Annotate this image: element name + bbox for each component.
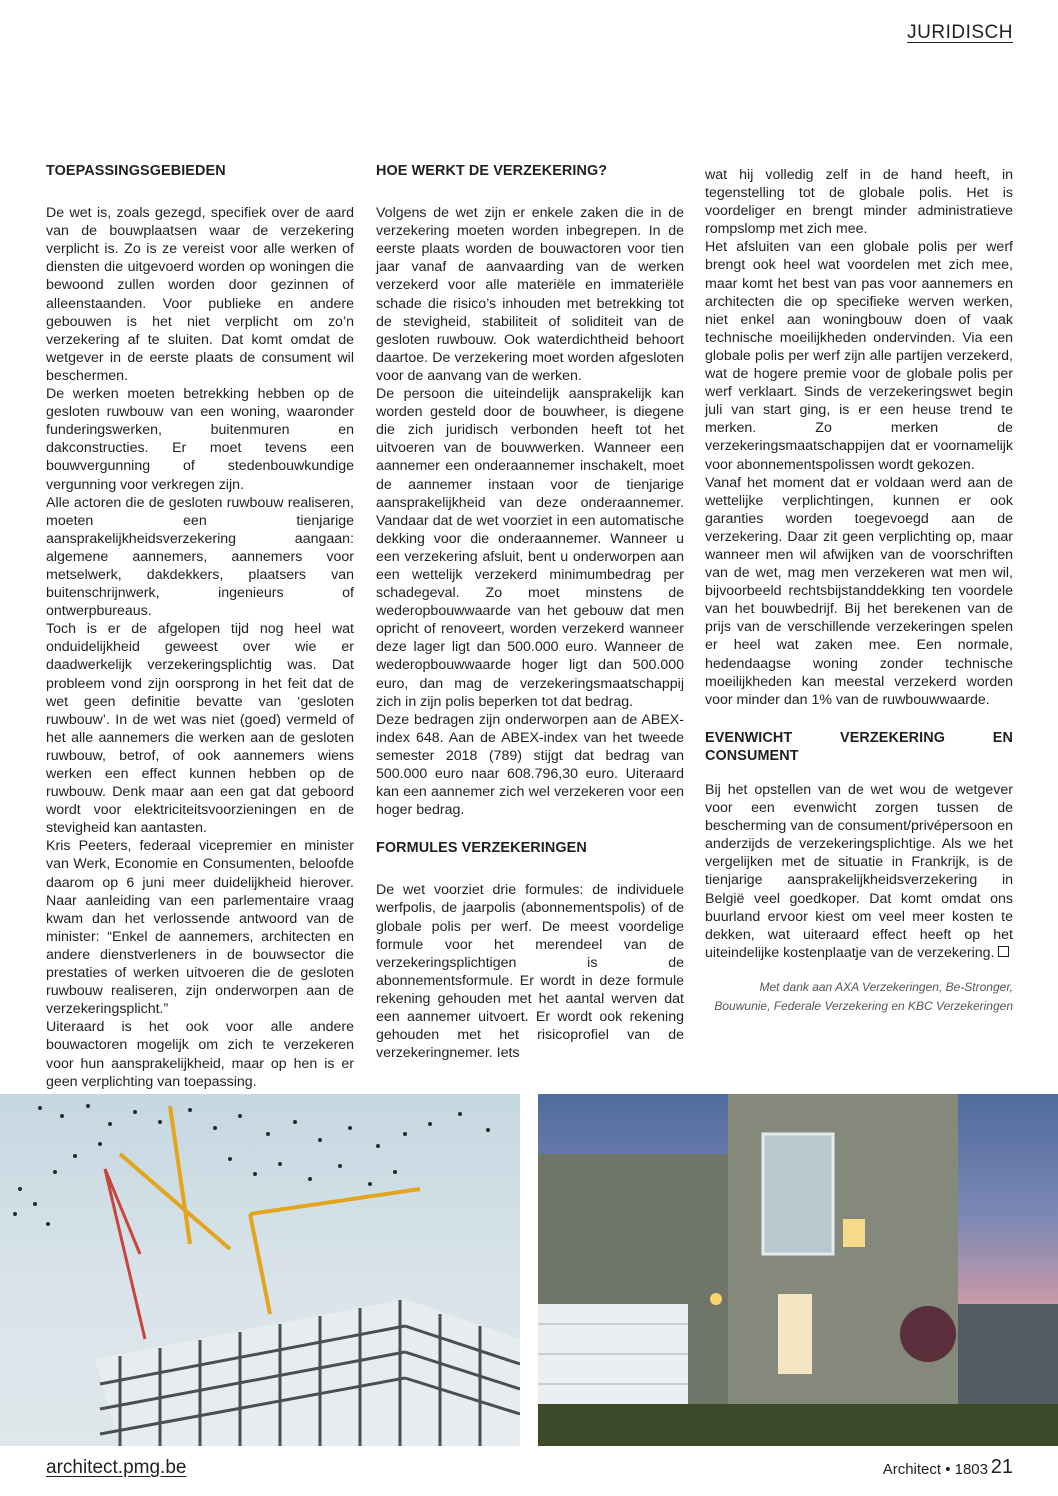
section-tag: JURIDISCH [907, 22, 1013, 43]
page-number: 21 [990, 1456, 1013, 1478]
paragraph: De wet voorziet drie formules: de individuele werfpolis, de jaarpolis (abonnementspolis) of de globale polis per werf. De meest voordelige formule voor het merendeel van de verzekeringsplichtigen is de abonnementsformule. Er wordt in deze formule rekening gehouden met het aantal werven dat een aannemer uitvoert. Er wordt ook rekening gehouden met het risicoprofiel van de verzekeringnemer. Iets [376, 882, 684, 1062]
section-heading: TOEPASSINGSGEBIEDEN [46, 163, 226, 179]
paragraph: wat hij volledig zelf in de hand heeft, in tegenstelling tot de globale polis. Het is voordeliger en brengt minder administratieve rompslomp met zich mee. [705, 167, 1013, 238]
article-column-3 [705, 166, 1013, 1016]
section-heading: FORMULES VERZEKERINGEN [376, 840, 587, 857]
house-scene-illustration [538, 1094, 1058, 1446]
section-heading: EVENWICHT VERZEKERING EN CONSUMENT [705, 729, 1013, 764]
modern-house-dusk-photo [538, 1094, 1058, 1446]
end-mark-icon [998, 946, 1009, 957]
paragraph: Vanaf het moment dat er voldaan werd aan de wettelijke verplichtingen, kunnen er ook garanties worden toegevoegd aan de verzekering. Daar zit geen verplichting op, maar wanneer men wil afwijken van de voorschriften van de wet, mag men verzekeren wat men wil, bijvoorbeeld rechtsbijstanddekking ten voordele van het bouwbedrijf. Bij het berekenen van de prijs van de verschillende verzekeringen spelen er heel wat zaken mee. Een normale, hedendaagse woning zonder technische moeilijkheden kan meestal verzekerd worden voor minder dan 1% van de ruwbouwwaarde. [705, 474, 1013, 708]
website-link[interactable]: architect.pmg.be [46, 1457, 187, 1478]
article-column-2 [376, 162, 684, 1062]
paragraph: Deze bedragen zijn onderworpen aan de ABEX-index 648. Aan de ABEX-index van het tweede semester 2018 (789) stijgt dat bedrag van 500.000 euro naar 608.796,30 euro. Uiteraard kan een aannemer zich wel verzekeren voor een hoger bedrag. [376, 711, 684, 819]
paragraph: De wet is, zoals gezegd, specifiek over de aard van de bouwplaatsen waar de verzekering verplicht is. Zo is ze vereist voor alle werken of diensten die uitgevoerd worden op woningen die bewoond zullen worden door gezinnen of alleenstaanden. Voor publieke en andere gebouwen is het niet verplicht om zo’n verzekering af te sluiten. Dat komt omdat de wetgever in de eerste plaats de consument wil beschermen. [46, 205, 354, 384]
magazine-issue: Architect • 1803 [882, 1461, 988, 1478]
paragraph: Alle actoren die de gesloten ruwbouw realiseren, moeten een tienjarige aansprakelijkheidsverzekering aangaan: algemene aannemers, aannemers voor metselwerk, dakdekkers, plaatsers van buitenschrijnwerk, ingenieurs of ontwerpbureaus. [46, 494, 354, 620]
paragraph: Toch is er de afgelopen tijd nog heel wat onduidelijkheid geweest over wie er daadwerkelijk verzekeringsplichtig was. Dat probleem vond zijn oorsprong in het feit dat de wet geen definitie bevatte van ‘gesloten ruwbouw’. In de wet was niet (goed) vermeld of het alle aannemers die werken aan de gesloten ruwbouw, betrof, of ook aannemers wiens werken een effect kunnen hebben op de ruwbouw. Denk maar aan een gat dat geboord wordt voor elektriciteitsvoorzieningen en de stevigheid kan aantasten. [46, 621, 354, 837]
paragraph: Het afsluiten van een globale polis per werf brengt ook heel wat voordelen met zich mee, maar komt het best van pas voor aannemers en architecten die op specifieke werven werken, niet enkel aan woningbouw doen of vaak technische moeilijkheden ondervinden. Via een globale polis per werf zijn alle partijen verzekerd, wat de hogere premie voor de globale polis per werf verklaart. Sinds de verzekeringswet begin juli van start ging, is er een heuse trend te merken. Zo merken de verzekeringsmaatschappijen dat er voornamelijk voor abonnementspolissen wordt gekozen. [705, 239, 1013, 473]
paragraph: De werken moeten betrekking hebben op de gesloten ruwbouw van een woning, waaronder funderingswerken, buitenmuren en dakconstructies. Er moet tevens een bouwvergunning of stedenbouwkundige vergunning voor verkregen zijn. [46, 386, 354, 493]
paragraph: Uiteraard is het ook voor alle andere bouwactoren mogelijk om zich te verzekeren voor hun aansprakelijkheid, maar op hen is er geen verplichting van toepassing. [46, 1019, 354, 1090]
paragraph: Kris Peeters, federaal vicepremier en minister van Werk, Economie en Consumenten, beloofde daarom op 6 juni meer duidelijkheid hierover. Naar aanleiding van een parlementaire vraag kwam dan het verlossende antwoord van de minister: “Enkel de aannemers, architecten en andere dienstverleners in de bouwsector die prestaties of werken uitvoeren die de gesloten ruwbouw realiseren, zijn onderworpen aan de verzekeringsplicht.” [46, 838, 354, 1018]
paragraph: Bij het opstellen van de wet wou de wetgever voor een evenwicht zorgen tussen de bescherming van de consument/privépersoon en anderzijds de verzekeringsplichtige. Als we het vergelijken met de situatie in Frankrijk, is de tienjarige aansprakelijkheidsverzekering in België veel goedkoper. Dat komt omdat ons buurland ervoor kiest om veel meer kosten te dekken, wat uiteraard effect heeft op het uiteindelijke kostenplaatje van de verzekering. [705, 782, 1013, 961]
paragraph: De persoon die uiteindelijk aansprakelijk kan worden gesteld door de bouwheer, is diegene die zich juridisch verbonden heeft tot het uitvoeren van de bouwwerken. Wanneer een aannemer een onderaannemer inschakelt, moet de aannemer instaan voor de tienjarige aansprakelijkheid van deze onderaannemer. Vandaar dat de wet voorziet in een automatische dekking voor die onderaannemer. Wanneer u een verzekering afsluit, bent u onderworpen aan een wettelijk verzekerd minimumbedrag per schadegeval. Zo moet minstens de wederopbouwwaarde van het gebouw dat men opricht of renoveert, worden verzekerd wanneer deze lager ligt dan 500.000 euro. Wanneer de wederopbouwwaarde hoger ligt dan 500.000 euro, dan mag de verzekeringsmaatschappij zich in zijn polis beperken tot dat bedrag. [376, 386, 684, 710]
credit-line: Met dank aan AXA Verzekeringen, Be-Stronger, Bouwunie, Federale Verzekering en KBC Verzekeringen [714, 979, 1013, 1013]
construction-cranes-photo [0, 1094, 520, 1446]
construction-scene-illustration [0, 1094, 520, 1446]
paragraph: Volgens de wet zijn er enkele zaken die in de verzekering moeten worden inbegrepen. In de eerste plaats worden de bouwactoren voor tien jaar vanaf de aanvaarding van de werken verzekerd voor alle materiële en immateriële schade die risico’s inhouden met betrekking tot de stevigheid, stabiliteit of soliditeit van de gesloten ruwbouw. Ook waterdichtheid behoort daartoe. De verzekering moet worden afgesloten voor de aanvang van de werken. [376, 205, 684, 384]
section-heading: HOE WERKT DE VERZEKERING? [376, 163, 608, 179]
article-column-1 [46, 162, 354, 1091]
